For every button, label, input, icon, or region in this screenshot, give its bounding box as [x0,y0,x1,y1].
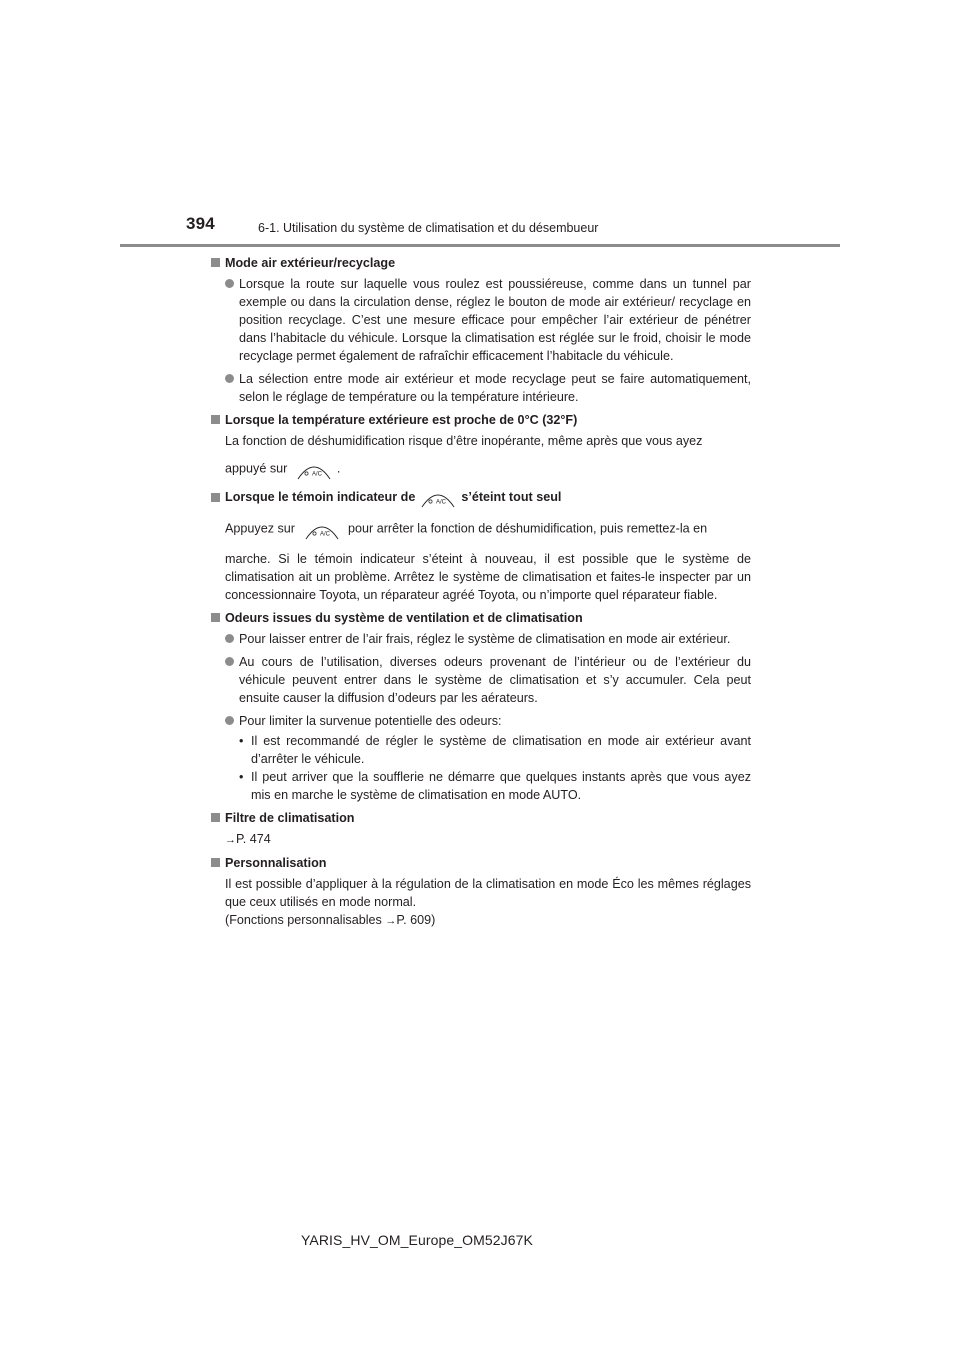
square-bullet-icon [211,493,220,502]
section-odors [211,609,751,804]
arrow-right-icon: → [385,915,397,927]
sub-bullet: • [239,770,244,784]
section-heading [211,254,751,272]
heading-text: Odeurs issues du système de ventilation et de climatisation [225,611,583,625]
svg-text:A/C: A/C [436,499,447,506]
list-item [225,275,751,365]
svg-text:A/C: A/C [319,531,330,538]
square-bullet-icon [211,613,220,622]
section-filter [211,809,751,849]
paragraph: Il est possible d’appliquer à la régulation de la climatisation en mode Éco les mêmes réglages que ceux utilisés en mode normal. [225,877,751,909]
paragraph-text: Appuyez sur [225,521,296,536]
sub-list-item-text: Il peut arriver que la soufflerie ne démarre que quelques instants après que vous ayez mis en marche le système de climatisation en mode AUTO. [251,770,751,802]
page-reference-text[interactable]: P. 609) [396,913,436,927]
page-reference-text[interactable]: P. 474 [236,832,271,846]
list-item [225,630,751,648]
paragraph-text: . [336,461,341,476]
section-title: 6-1. Utilisation du système de climatisation et du désembueur [258,221,599,235]
heading-text: Mode air extérieur/recyclage [225,256,396,270]
heading-text: Personnalisation [225,856,327,870]
list-item-text: La sélection entre mode air extérieur et mode recyclage peut se faire automatiquement, selon le réglage de température ou la température intérieure. [239,372,751,404]
circle-bullet-icon [225,716,234,725]
heading-text: Lorsque le témoin indicateur de [225,490,416,504]
list-item-text: Pour laisser entrer de l’air frais, réglez le système de climatisation en mode air extérieur. [239,632,731,646]
sub-list-item [239,768,751,804]
list-item [225,653,751,707]
list-item-text: Pour limiter la survenue potentielle des odeurs: [239,714,502,728]
circle-bullet-icon [225,374,234,383]
page-reference[interactable] [225,911,751,930]
list-item [225,712,751,730]
section-air-mode [211,254,751,406]
section-heading [211,486,751,508]
circle-bullet-icon [225,634,234,643]
header-divider [120,244,840,247]
paragraph-text: (Fonctions personnalisables [225,913,386,927]
paragraph: La fonction de déshumidification risque d’être inopérante, même après que vous ayez [225,434,703,448]
list-item [225,370,751,406]
page-reference[interactable] [225,830,751,849]
sub-list-item [239,732,751,768]
square-bullet-icon [211,415,220,424]
sub-list-item-text: Il est recommandé de régler le système de climatisation en mode air extérieur avant d’arrêter le véhicule. [251,734,751,766]
page-number: 394 [186,214,215,233]
ac-button-icon [421,486,455,508]
paragraph-text: appuyé sur [225,461,288,476]
section-low-temperature [211,411,751,480]
paragraph-text: pour arrêter la fonction de déshumidification, puis remettez-la en [348,521,708,536]
section-personalization [211,854,751,930]
section-heading [211,854,751,872]
arrow-right-icon: → [225,834,236,846]
sub-bullet: • [239,734,244,748]
square-bullet-icon [211,858,220,867]
section-heading [211,609,751,627]
ac-button-icon [297,458,331,480]
heading-text: Lorsque la température extérieure est proche de 0°C (32°F) [225,413,578,427]
svg-text:A/C: A/C [311,471,322,478]
document-footer: YARIS_HV_OM_Europe_OM52J67K [301,1232,533,1248]
circle-bullet-icon [225,279,234,288]
paragraph-with-icon [225,518,751,540]
section-heading [211,809,751,827]
paragraph: marche. Si le témoin indicateur s’éteint à nouveau, il est possible que le système de climatisation ait un problème. Arrêtez le système de climatisation et faites-le inspecter par un concessionnaire Toyota, un réparateur agréé Toyota, ou n’importe quel réparateur fiable. [225,552,751,602]
heading-text: s’éteint tout seul [461,490,562,504]
section-heading [211,411,751,429]
list-item-text: Lorsque la route sur laquelle vous roulez est poussiéreuse, comme dans un tunnel par exemple ou dans la circulation dense, réglez le bouton de mode air extérieur/ recyclage en position recyclage. C’est une mesure efficace pour empêcher l’air extérieur de pénétrer dans l’habitacle du véhicule. Lorsque la climatisation est réglée sur le froid, choisir le mode recyclage permet également de rafraîchir efficacement l’habitacle du véhicule. [239,277,751,363]
square-bullet-icon [211,258,220,267]
list-item-text: Au cours de l’utilisation, diverses odeurs provenant de l’intérieur ou de l’extérieur du véhicule peuvent entrer dans le système de climatisation et s’y accumuler. Cela peut ensuite causer la diffusion d’odeurs par les aérateurs. [239,655,751,705]
paragraph-with-icon [225,458,751,480]
ac-button-icon [305,518,339,540]
heading-text: Filtre de climatisation [225,811,355,825]
page-content [211,254,751,935]
section-indicator-off [211,486,751,604]
square-bullet-icon [211,813,220,822]
circle-bullet-icon [225,657,234,666]
